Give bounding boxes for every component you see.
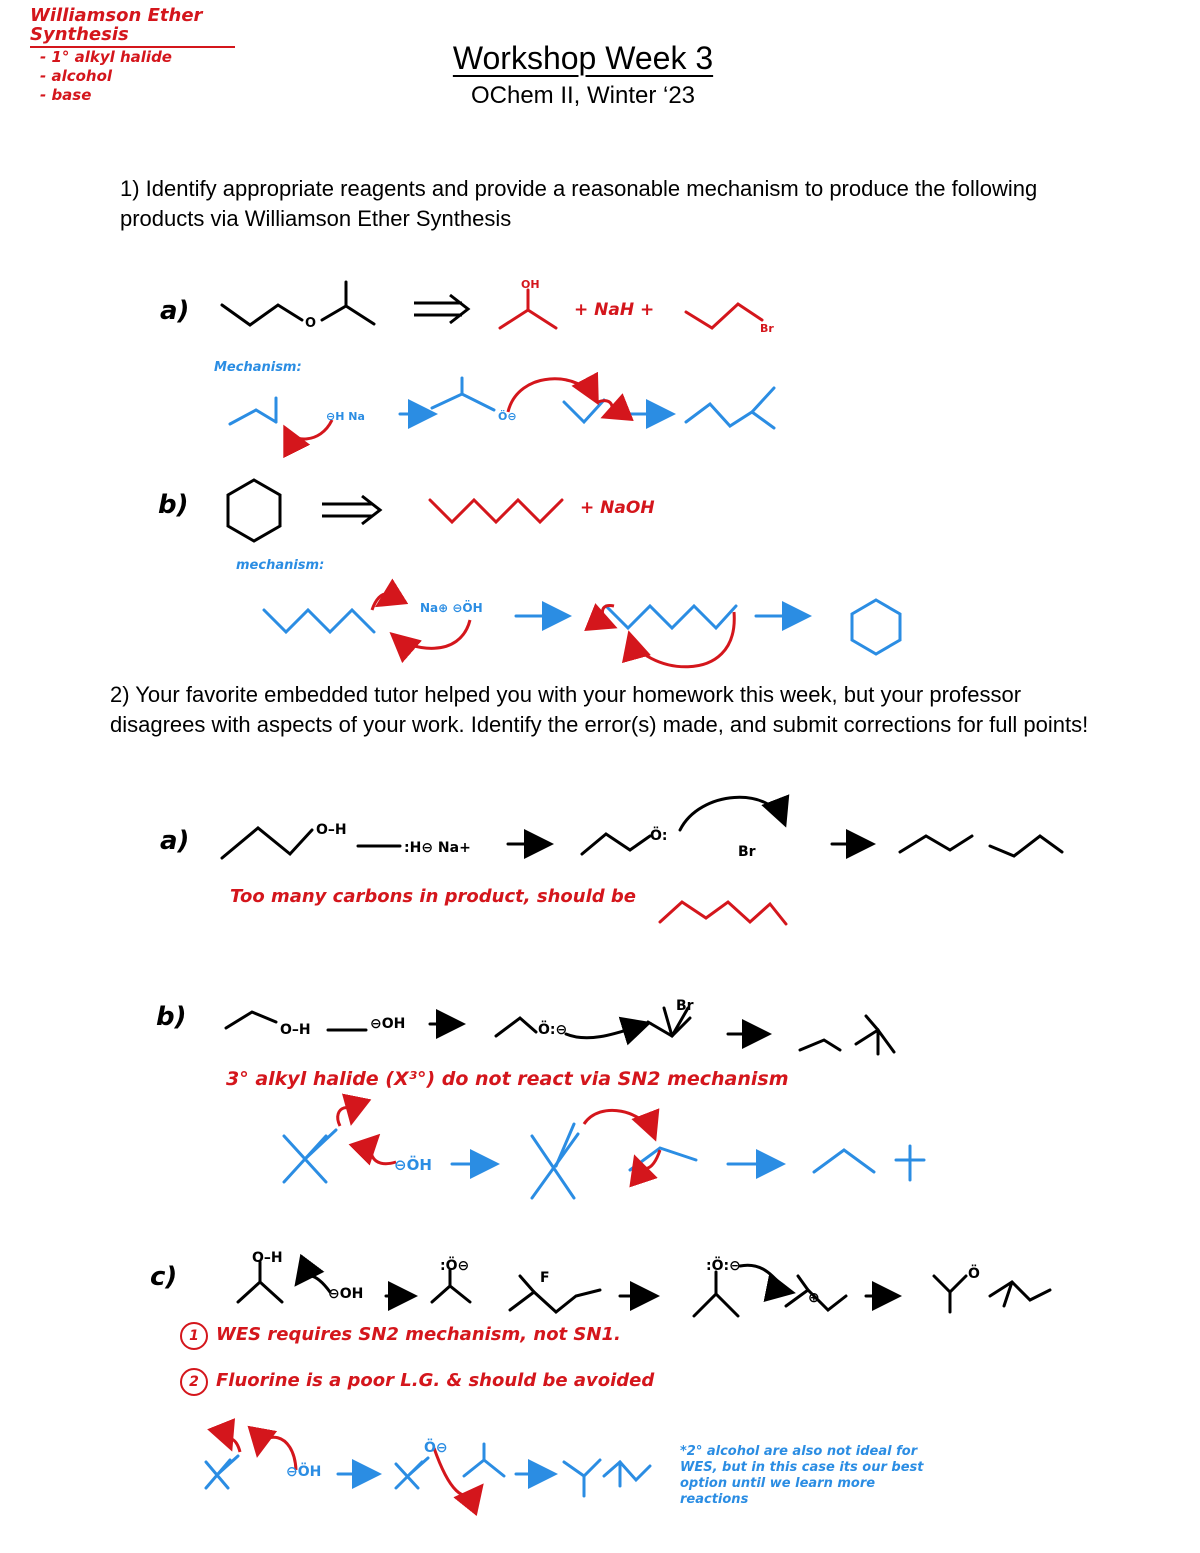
q1b-label: b): [158, 490, 189, 520]
hydroxyl-label: O–H: [280, 1022, 311, 1038]
fluoride-label: F: [540, 1270, 550, 1286]
q1a-propyl-bromide: [686, 304, 762, 328]
oh-label: OH: [521, 278, 540, 291]
q1b-target-oxane: [228, 480, 280, 541]
number-circle-1: 1: [180, 1322, 208, 1350]
q2a-corrected-ether: [660, 902, 786, 924]
q2a-work: [222, 797, 1062, 858]
hydroxyl-label: O–H: [316, 822, 347, 838]
q2b-label: b): [156, 1002, 187, 1032]
q1a-mechanism-label: Mechanism:: [214, 360, 302, 375]
carbocation-label: ⊕: [808, 1290, 820, 1306]
q2c-correction-text-2: Fluorine is a poor L.G. & should be avoided: [216, 1370, 655, 1391]
q1a-reagents: + NaH +: [574, 300, 655, 320]
corner-note-title: Williamson Ether Synthesis: [30, 6, 235, 48]
hydroxide-label: ⊖H Na: [326, 410, 365, 423]
q1b-mechanism-label: mechanism:: [236, 558, 325, 573]
q2b-correction: 3° alkyl halide (X³°) do not react via SN2 mechanism: [226, 1068, 789, 1090]
q2b-mechanism: [284, 1124, 924, 1198]
bromide-label: Br: [738, 844, 756, 860]
q1b-chloropentanol: [430, 500, 562, 522]
hydroxide-label: ⊖ÖH: [286, 1464, 322, 1480]
number-circle-2: 2: [180, 1368, 208, 1396]
alkoxide-label: :Ö:⊖: [706, 1258, 741, 1274]
oxygen-atom: O: [305, 316, 317, 331]
oxygen-atom: Ö: [968, 1266, 980, 1282]
q2c-label: c): [150, 1262, 178, 1292]
bromide-label: Br: [676, 998, 694, 1014]
page-title: Workshop Week 3: [452, 40, 714, 76]
q1b-mechanism: [264, 600, 900, 654]
q1a-label: a): [160, 296, 190, 326]
br-label: Br: [760, 322, 774, 335]
retro-arrow-icon: [322, 496, 380, 524]
retro-arrow-icon: [414, 295, 468, 323]
hydroxide-label: ⊖OH: [370, 1016, 406, 1032]
page-subtitle: OChem II, Winter ‘23: [470, 82, 696, 109]
alkoxide-label: :Ö⊖: [440, 1258, 470, 1274]
alkoxide-label: Ö:: [650, 828, 668, 844]
corner-note-item: - base: [40, 86, 92, 104]
q2a-correction: Too many carbons in product, should be: [230, 886, 636, 907]
sodium-hydroxide-label: Na⊕ ⊖ÖH: [420, 601, 483, 615]
question-2-prompt: 2) Your favorite embedded tutor helped you with your homework this week, but your professor disagrees with aspects of your work. Identify the error(s) made, and submit corrections for full points!: [110, 682, 1089, 737]
q2c-correction-text-1: WES requires SN2 mechanism, not SN1.: [216, 1324, 621, 1345]
q2a-label: a): [160, 826, 190, 856]
q2b-mechanism-curved-arrows: [338, 1108, 660, 1169]
q1a-target-ether: [222, 282, 374, 325]
q1a-isopropanol: [500, 290, 556, 328]
alkoxide-label: Ö:⊖: [538, 1022, 568, 1038]
hydroxide-label: ⊖OH: [328, 1286, 364, 1302]
q1a-mechanism-curved-arrows: [286, 379, 612, 439]
sodium-hydride-label: :H⊖ Na+: [404, 840, 471, 856]
corner-note-item: - alcohol: [40, 67, 113, 85]
hydroxyl-label: O–H: [252, 1250, 283, 1266]
q1b-reagents: + NaOH: [580, 498, 655, 518]
alkoxide-label: Ö⊖: [424, 1440, 448, 1456]
question-1-prompt: 1) Identify appropriate reagents and provide a reasonable mechanism to produce the following products via Williamson Ether Synthesis: [120, 176, 1038, 231]
alkoxide-label: Ö⊖: [498, 410, 517, 423]
corner-note-item: - 1° alkyl halide: [40, 48, 172, 66]
q2c-note: *2° alcohol are also not ideal for WES, but in this case its our best option until we learn more reactions: [680, 1444, 924, 1507]
hydroxide-label: ⊖ÖH: [394, 1156, 432, 1174]
